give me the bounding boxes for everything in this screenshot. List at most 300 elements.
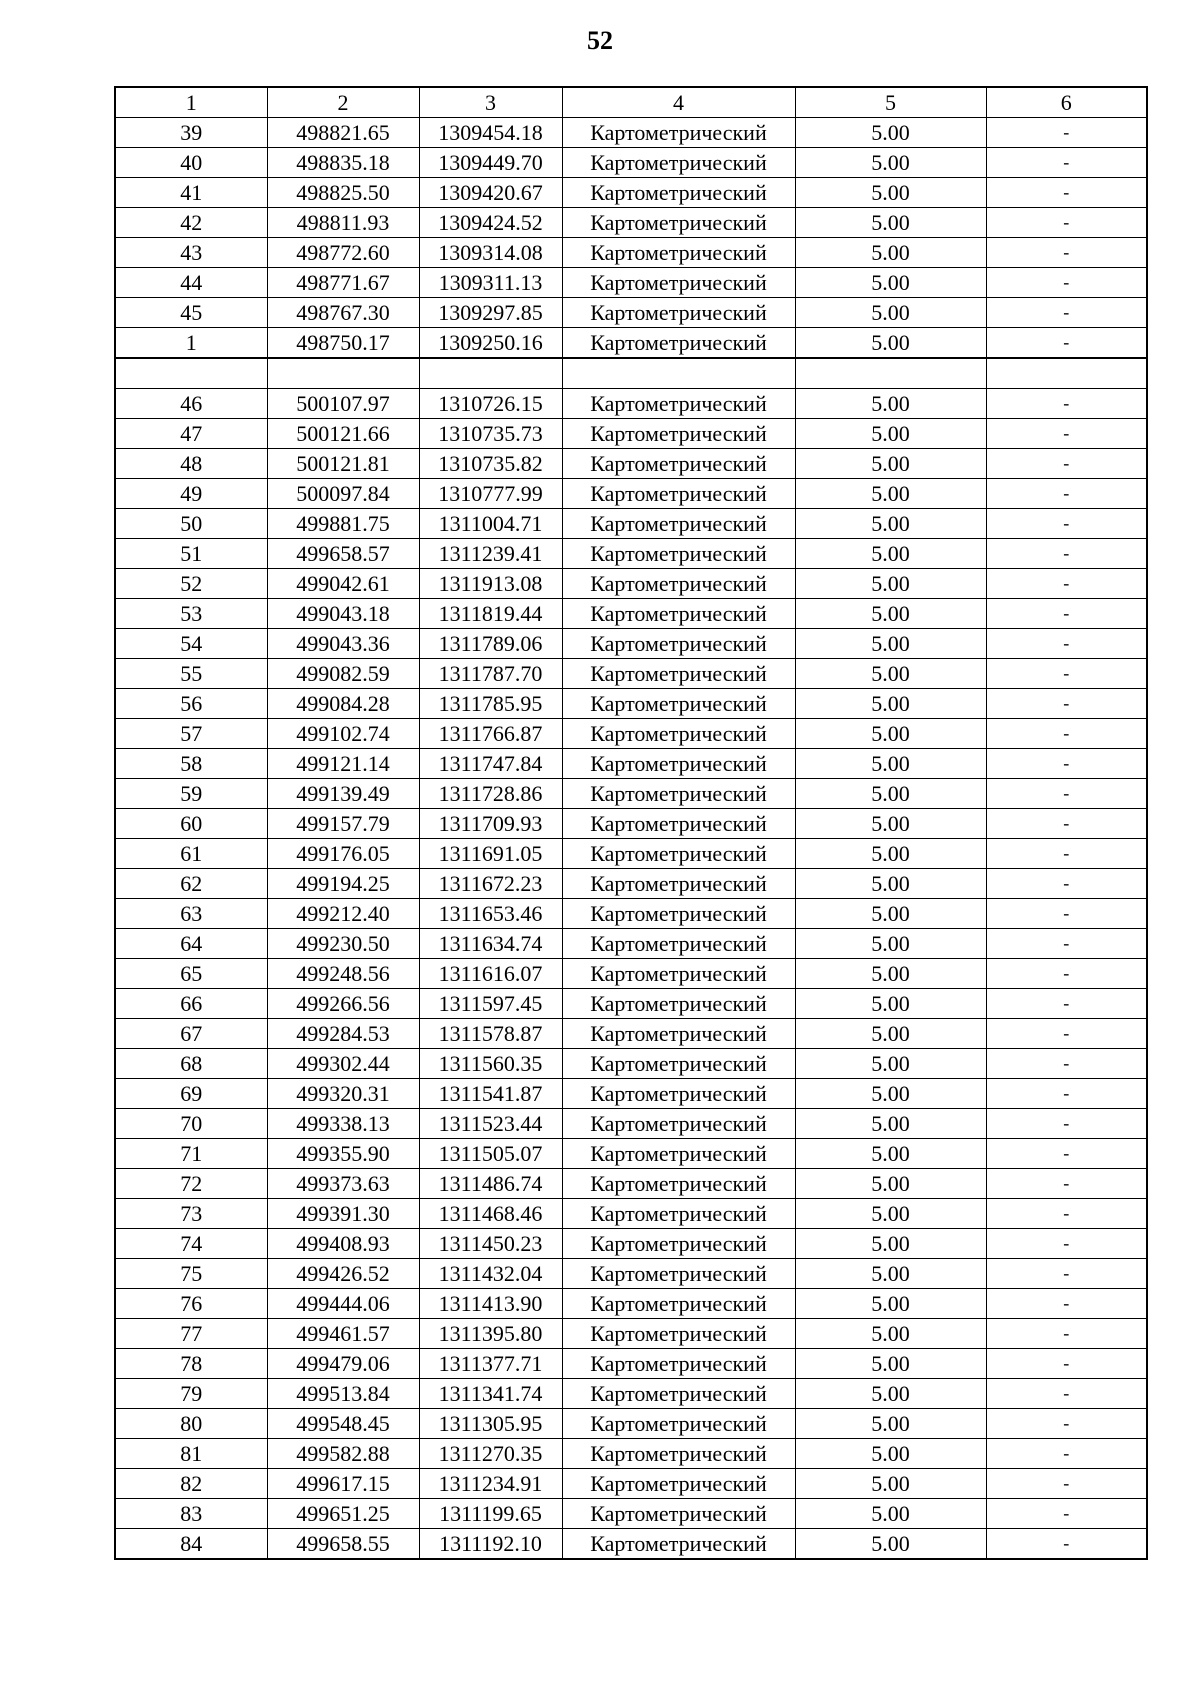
x-coordinate-cell: 499338.13 — [267, 1109, 419, 1139]
x-coordinate-cell: 499084.28 — [267, 689, 419, 719]
point-number-cell: 82 — [115, 1469, 267, 1499]
point-number-cell: 69 — [115, 1079, 267, 1109]
note-cell: - — [986, 779, 1147, 809]
table-row — [115, 449, 1147, 479]
point-number-cell: 78 — [115, 1349, 267, 1379]
x-coordinate-cell: 498767.30 — [267, 298, 419, 328]
method-cell: Картометрический — [562, 1409, 795, 1439]
accuracy-cell: 5.00 — [795, 419, 986, 449]
note-cell: - — [986, 1469, 1147, 1499]
x-coordinate-cell: 499266.56 — [267, 989, 419, 1019]
y-coordinate-cell: 1311787.70 — [419, 659, 562, 689]
table-row — [115, 238, 1147, 268]
x-coordinate-cell: 499157.79 — [267, 809, 419, 839]
y-coordinate-cell: 1309449.70 — [419, 148, 562, 178]
note-cell: - — [986, 268, 1147, 298]
note-cell: - — [986, 298, 1147, 328]
note-cell: - — [986, 1259, 1147, 1289]
coordinates-table — [114, 86, 1148, 1560]
method-cell: Картометрический — [562, 989, 795, 1019]
column-header: 4 — [562, 87, 795, 118]
note-cell: - — [986, 1409, 1147, 1439]
y-coordinate-cell: 1311747.84 — [419, 749, 562, 779]
note-cell: - — [986, 569, 1147, 599]
accuracy-cell: 5.00 — [795, 629, 986, 659]
y-coordinate-cell: 1310777.99 — [419, 479, 562, 509]
y-coordinate-cell: 1311728.86 — [419, 779, 562, 809]
method-cell: Картометрический — [562, 328, 795, 359]
table-row — [115, 1349, 1147, 1379]
table-row — [115, 389, 1147, 419]
y-coordinate-cell: 1309297.85 — [419, 298, 562, 328]
x-coordinate-cell: 498821.65 — [267, 118, 419, 148]
point-number-cell: 43 — [115, 238, 267, 268]
x-coordinate-cell: 499102.74 — [267, 719, 419, 749]
y-coordinate-cell: 1311305.95 — [419, 1409, 562, 1439]
point-number-cell: 41 — [115, 178, 267, 208]
point-number-cell: 72 — [115, 1169, 267, 1199]
x-coordinate-cell: 499320.31 — [267, 1079, 419, 1109]
y-coordinate-cell: 1309250.16 — [419, 328, 562, 359]
point-number-cell: 67 — [115, 1019, 267, 1049]
method-cell: Картометрический — [562, 178, 795, 208]
point-number-cell: 58 — [115, 749, 267, 779]
x-coordinate-cell: 499284.53 — [267, 1019, 419, 1049]
note-cell: - — [986, 1229, 1147, 1259]
table-row — [115, 719, 1147, 749]
point-number-cell: 80 — [115, 1409, 267, 1439]
table-row — [115, 419, 1147, 449]
note-cell: - — [986, 1109, 1147, 1139]
point-number-cell: 50 — [115, 509, 267, 539]
accuracy-cell: 5.00 — [795, 148, 986, 178]
table-row — [115, 659, 1147, 689]
point-number-cell: 51 — [115, 539, 267, 569]
x-coordinate-cell: 499212.40 — [267, 899, 419, 929]
y-coordinate-cell: 1311560.35 — [419, 1049, 562, 1079]
table-row — [115, 869, 1147, 899]
note-cell: - — [986, 989, 1147, 1019]
accuracy-cell: 5.00 — [795, 1349, 986, 1379]
table-row — [115, 1529, 1147, 1560]
x-coordinate-cell: 499373.63 — [267, 1169, 419, 1199]
point-number-cell: 48 — [115, 449, 267, 479]
accuracy-cell: 5.00 — [795, 208, 986, 238]
accuracy-cell: 5.00 — [795, 479, 986, 509]
y-coordinate-cell: 1311505.07 — [419, 1139, 562, 1169]
point-number-cell: 47 — [115, 419, 267, 449]
point-number-cell: 75 — [115, 1259, 267, 1289]
y-coordinate-cell: 1311004.71 — [419, 509, 562, 539]
accuracy-cell: 5.00 — [795, 689, 986, 719]
table-row — [115, 1409, 1147, 1439]
x-coordinate-cell: 500121.81 — [267, 449, 419, 479]
method-cell: Картометрический — [562, 238, 795, 268]
note-cell: - — [986, 539, 1147, 569]
point-number-cell: 71 — [115, 1139, 267, 1169]
point-number-cell: 68 — [115, 1049, 267, 1079]
x-coordinate-cell: 499651.25 — [267, 1499, 419, 1529]
note-cell: - — [986, 839, 1147, 869]
table-row — [115, 509, 1147, 539]
method-cell: Картометрический — [562, 1289, 795, 1319]
y-coordinate-cell: 1311785.95 — [419, 689, 562, 719]
method-cell: Картометрический — [562, 809, 795, 839]
x-coordinate-cell: 499043.18 — [267, 599, 419, 629]
note-cell: - — [986, 599, 1147, 629]
y-coordinate-cell: 1311541.87 — [419, 1079, 562, 1109]
y-coordinate-cell: 1311691.05 — [419, 839, 562, 869]
y-coordinate-cell: 1311634.74 — [419, 929, 562, 959]
point-number-cell: 81 — [115, 1439, 267, 1469]
accuracy-cell: 5.00 — [795, 899, 986, 929]
note-cell: - — [986, 1139, 1147, 1169]
y-coordinate-cell: 1309420.67 — [419, 178, 562, 208]
method-cell: Картометрический — [562, 449, 795, 479]
x-coordinate-cell: 498750.17 — [267, 328, 419, 359]
point-number-cell: 46 — [115, 389, 267, 419]
point-number-cell: 52 — [115, 569, 267, 599]
accuracy-cell: 5.00 — [795, 959, 986, 989]
method-cell: Картометрический — [562, 1529, 795, 1560]
table-row — [115, 1079, 1147, 1109]
method-cell: Картометрический — [562, 208, 795, 238]
x-coordinate-cell: 499408.93 — [267, 1229, 419, 1259]
x-coordinate-cell: 499658.57 — [267, 539, 419, 569]
y-coordinate-cell: 1311709.93 — [419, 809, 562, 839]
note-cell: - — [986, 1169, 1147, 1199]
x-coordinate-cell — [267, 358, 419, 389]
accuracy-cell: 5.00 — [795, 809, 986, 839]
method-cell: Картометрический — [562, 899, 795, 929]
accuracy-cell: 5.00 — [795, 328, 986, 359]
x-coordinate-cell: 499479.06 — [267, 1349, 419, 1379]
note-cell: - — [986, 1049, 1147, 1079]
accuracy-cell: 5.00 — [795, 1139, 986, 1169]
x-coordinate-cell: 500097.84 — [267, 479, 419, 509]
accuracy-cell: 5.00 — [795, 1469, 986, 1499]
method-cell: Картометрический — [562, 1139, 795, 1169]
point-number-cell: 53 — [115, 599, 267, 629]
y-coordinate-cell: 1311578.87 — [419, 1019, 562, 1049]
x-coordinate-cell: 499658.55 — [267, 1529, 419, 1560]
x-coordinate-cell: 498825.50 — [267, 178, 419, 208]
point-number-cell: 76 — [115, 1289, 267, 1319]
accuracy-cell: 5.00 — [795, 268, 986, 298]
point-number-cell: 60 — [115, 809, 267, 839]
accuracy-cell: 5.00 — [795, 1049, 986, 1079]
accuracy-cell: 5.00 — [795, 1529, 986, 1560]
table-row — [115, 358, 1147, 389]
y-coordinate-cell: 1309311.13 — [419, 268, 562, 298]
x-coordinate-cell: 499426.52 — [267, 1259, 419, 1289]
table-row — [115, 118, 1147, 148]
accuracy-cell: 5.00 — [795, 1259, 986, 1289]
x-coordinate-cell: 499548.45 — [267, 1409, 419, 1439]
y-coordinate-cell: 1310726.15 — [419, 389, 562, 419]
point-number-cell: 44 — [115, 268, 267, 298]
method-cell: Картометрический — [562, 1229, 795, 1259]
note-cell: - — [986, 1379, 1147, 1409]
note-cell: - — [986, 479, 1147, 509]
note-cell: - — [986, 1439, 1147, 1469]
note-cell: - — [986, 1529, 1147, 1560]
point-number-cell — [115, 358, 267, 389]
table-row — [115, 1379, 1147, 1409]
accuracy-cell: 5.00 — [795, 1079, 986, 1109]
column-header: 5 — [795, 87, 986, 118]
x-coordinate-cell: 499513.84 — [267, 1379, 419, 1409]
y-coordinate-cell: 1311450.23 — [419, 1229, 562, 1259]
point-number-cell: 77 — [115, 1319, 267, 1349]
x-coordinate-cell: 499355.90 — [267, 1139, 419, 1169]
page-number: 52 — [587, 26, 613, 55]
table-row — [115, 328, 1147, 359]
point-number-cell: 64 — [115, 929, 267, 959]
method-cell: Картометрический — [562, 1199, 795, 1229]
note-cell: - — [986, 178, 1147, 208]
y-coordinate-cell: 1311766.87 — [419, 719, 562, 749]
x-coordinate-cell: 499881.75 — [267, 509, 419, 539]
x-coordinate-cell: 499302.44 — [267, 1049, 419, 1079]
point-number-cell: 57 — [115, 719, 267, 749]
table-row — [115, 839, 1147, 869]
table-row — [115, 989, 1147, 1019]
x-coordinate-cell: 498772.60 — [267, 238, 419, 268]
point-number-cell: 49 — [115, 479, 267, 509]
method-cell: Картометрический — [562, 1169, 795, 1199]
accuracy-cell: 5.00 — [795, 569, 986, 599]
point-number-cell: 79 — [115, 1379, 267, 1409]
accuracy-cell: 5.00 — [795, 1109, 986, 1139]
x-coordinate-cell: 499391.30 — [267, 1199, 419, 1229]
point-number-cell: 59 — [115, 779, 267, 809]
table-row — [115, 1169, 1147, 1199]
y-coordinate-cell: 1311653.46 — [419, 899, 562, 929]
method-cell: Картометрический — [562, 1499, 795, 1529]
y-coordinate-cell: 1310735.73 — [419, 419, 562, 449]
point-number-cell: 42 — [115, 208, 267, 238]
method-cell: Картометрический — [562, 1019, 795, 1049]
point-number-cell: 61 — [115, 839, 267, 869]
note-cell: - — [986, 449, 1147, 479]
table-row — [115, 479, 1147, 509]
x-coordinate-cell: 499444.06 — [267, 1289, 419, 1319]
table-row — [115, 1199, 1147, 1229]
method-cell: Картометрический — [562, 509, 795, 539]
accuracy-cell: 5.00 — [795, 1439, 986, 1469]
note-cell: - — [986, 118, 1147, 148]
column-header: 3 — [419, 87, 562, 118]
accuracy-cell: 5.00 — [795, 1169, 986, 1199]
method-cell — [562, 358, 795, 389]
table-row — [115, 959, 1147, 989]
table-row — [115, 298, 1147, 328]
accuracy-cell: 5.00 — [795, 779, 986, 809]
note-cell: - — [986, 389, 1147, 419]
x-coordinate-cell: 499176.05 — [267, 839, 419, 869]
method-cell: Картометрический — [562, 389, 795, 419]
method-cell: Картометрический — [562, 1259, 795, 1289]
accuracy-cell: 5.00 — [795, 749, 986, 779]
accuracy-cell: 5.00 — [795, 118, 986, 148]
note-cell: - — [986, 419, 1147, 449]
accuracy-cell: 5.00 — [795, 1289, 986, 1319]
x-coordinate-cell: 498811.93 — [267, 208, 419, 238]
y-coordinate-cell: 1311789.06 — [419, 629, 562, 659]
table-body — [115, 118, 1147, 1560]
table-row — [115, 599, 1147, 629]
method-cell: Картометрический — [562, 779, 795, 809]
method-cell: Картометрический — [562, 1349, 795, 1379]
table-row — [115, 1499, 1147, 1529]
point-number-cell: 39 — [115, 118, 267, 148]
y-coordinate-cell: 1309454.18 — [419, 118, 562, 148]
table-row — [115, 208, 1147, 238]
table-row — [115, 1229, 1147, 1259]
method-cell: Картометрический — [562, 1079, 795, 1109]
y-coordinate-cell: 1311270.35 — [419, 1439, 562, 1469]
x-coordinate-cell: 498771.67 — [267, 268, 419, 298]
x-coordinate-cell: 499139.49 — [267, 779, 419, 809]
point-number-cell: 74 — [115, 1229, 267, 1259]
note-cell: - — [986, 689, 1147, 719]
table-row — [115, 809, 1147, 839]
table-row — [115, 899, 1147, 929]
method-cell: Картометрический — [562, 599, 795, 629]
x-coordinate-cell: 500121.66 — [267, 419, 419, 449]
accuracy-cell: 5.00 — [795, 509, 986, 539]
point-number-cell: 40 — [115, 148, 267, 178]
note-cell: - — [986, 659, 1147, 689]
method-cell: Картометрический — [562, 749, 795, 779]
method-cell: Картометрический — [562, 719, 795, 749]
x-coordinate-cell: 499043.36 — [267, 629, 419, 659]
method-cell: Картометрический — [562, 1379, 795, 1409]
accuracy-cell: 5.00 — [795, 1409, 986, 1439]
method-cell: Картометрический — [562, 1469, 795, 1499]
method-cell: Картометрический — [562, 148, 795, 178]
accuracy-cell: 5.00 — [795, 238, 986, 268]
method-cell: Картометрический — [562, 659, 795, 689]
table-row — [115, 1259, 1147, 1289]
x-coordinate-cell: 499042.61 — [267, 569, 419, 599]
y-coordinate-cell: 1311913.08 — [419, 569, 562, 599]
accuracy-cell: 5.00 — [795, 539, 986, 569]
accuracy-cell: 5.00 — [795, 389, 986, 419]
note-cell: - — [986, 899, 1147, 929]
accuracy-cell: 5.00 — [795, 599, 986, 629]
note-cell: - — [986, 509, 1147, 539]
y-coordinate-cell: 1311486.74 — [419, 1169, 562, 1199]
x-coordinate-cell: 499248.56 — [267, 959, 419, 989]
point-number-cell: 45 — [115, 298, 267, 328]
accuracy-cell: 5.00 — [795, 989, 986, 1019]
accuracy-cell: 5.00 — [795, 449, 986, 479]
point-number-cell: 65 — [115, 959, 267, 989]
point-number-cell: 54 — [115, 629, 267, 659]
y-coordinate-cell: 1311199.65 — [419, 1499, 562, 1529]
note-cell: - — [986, 1199, 1147, 1229]
y-coordinate-cell: 1311616.07 — [419, 959, 562, 989]
method-cell: Картометрический — [562, 1109, 795, 1139]
table-row — [115, 1289, 1147, 1319]
table-row — [115, 929, 1147, 959]
method-cell: Картометрический — [562, 689, 795, 719]
note-cell: - — [986, 148, 1147, 178]
accuracy-cell: 5.00 — [795, 869, 986, 899]
table-row — [115, 629, 1147, 659]
accuracy-cell: 5.00 — [795, 719, 986, 749]
table-header-row — [115, 87, 1147, 118]
point-number-cell: 62 — [115, 869, 267, 899]
x-coordinate-cell: 499617.15 — [267, 1469, 419, 1499]
point-number-cell: 70 — [115, 1109, 267, 1139]
y-coordinate-cell — [419, 358, 562, 389]
method-cell: Картометрический — [562, 1439, 795, 1469]
table-row — [115, 148, 1147, 178]
y-coordinate-cell: 1309314.08 — [419, 238, 562, 268]
table-row — [115, 1019, 1147, 1049]
table-row — [115, 569, 1147, 599]
table-row — [115, 1439, 1147, 1469]
column-header: 2 — [267, 87, 419, 118]
table-row — [115, 1319, 1147, 1349]
note-cell: - — [986, 749, 1147, 779]
y-coordinate-cell: 1309424.52 — [419, 208, 562, 238]
accuracy-cell: 5.00 — [795, 839, 986, 869]
method-cell: Картометрический — [562, 479, 795, 509]
y-coordinate-cell: 1311377.71 — [419, 1349, 562, 1379]
method-cell: Картометрический — [562, 959, 795, 989]
accuracy-cell — [795, 358, 986, 389]
y-coordinate-cell: 1311192.10 — [419, 1529, 562, 1560]
y-coordinate-cell: 1311341.74 — [419, 1379, 562, 1409]
method-cell: Картометрический — [562, 298, 795, 328]
method-cell: Картометрический — [562, 629, 795, 659]
table-row — [115, 779, 1147, 809]
table-row — [115, 689, 1147, 719]
point-number-cell: 73 — [115, 1199, 267, 1229]
method-cell: Картометрический — [562, 118, 795, 148]
note-cell: - — [986, 1079, 1147, 1109]
accuracy-cell: 5.00 — [795, 1379, 986, 1409]
note-cell: - — [986, 1499, 1147, 1529]
x-coordinate-cell: 499230.50 — [267, 929, 419, 959]
y-coordinate-cell: 1311523.44 — [419, 1109, 562, 1139]
accuracy-cell: 5.00 — [795, 1319, 986, 1349]
point-number-cell: 84 — [115, 1529, 267, 1560]
method-cell: Картометрический — [562, 1319, 795, 1349]
point-number-cell: 1 — [115, 328, 267, 359]
x-coordinate-cell: 498835.18 — [267, 148, 419, 178]
table-row — [115, 539, 1147, 569]
y-coordinate-cell: 1311395.80 — [419, 1319, 562, 1349]
y-coordinate-cell: 1311468.46 — [419, 1199, 562, 1229]
y-coordinate-cell: 1310735.82 — [419, 449, 562, 479]
y-coordinate-cell: 1311819.44 — [419, 599, 562, 629]
accuracy-cell: 5.00 — [795, 1229, 986, 1259]
note-cell: - — [986, 929, 1147, 959]
note-cell: - — [986, 629, 1147, 659]
note-cell: - — [986, 1289, 1147, 1319]
method-cell: Картометрический — [562, 569, 795, 599]
table-row — [115, 1469, 1147, 1499]
y-coordinate-cell: 1311672.23 — [419, 869, 562, 899]
y-coordinate-cell: 1311413.90 — [419, 1289, 562, 1319]
y-coordinate-cell: 1311597.45 — [419, 989, 562, 1019]
note-cell: - — [986, 1019, 1147, 1049]
